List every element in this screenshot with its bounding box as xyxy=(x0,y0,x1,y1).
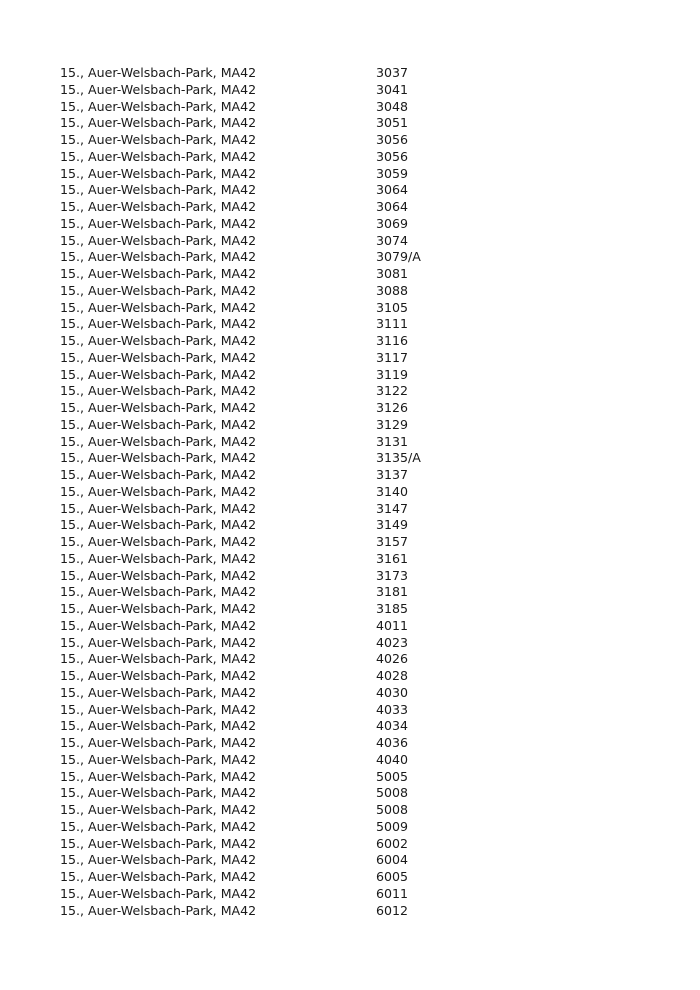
item-number: 4028 xyxy=(376,668,409,683)
item-number: 3147 xyxy=(376,500,409,516)
location-text: 15., Auer-Welsbach-Park, MA42 xyxy=(60,567,257,583)
item-number: 4011 xyxy=(376,617,409,633)
location-text: 15., Auer-Welsbach-Park, MA42 xyxy=(60,81,257,97)
item-number: 5009 xyxy=(376,818,409,834)
location-text: 15., Auer-Welsbach-Park, MA42 xyxy=(60,316,257,332)
list-item xyxy=(60,702,480,719)
list-item xyxy=(60,99,480,116)
location-text: 15., Auer-Welsbach-Park, MA42 xyxy=(60,802,257,817)
list-item xyxy=(60,367,480,384)
item-number: 6002 xyxy=(376,835,409,851)
item-number: 3074 xyxy=(376,232,409,248)
location-text: 15., Auer-Welsbach-Park, MA42 xyxy=(60,215,257,231)
list-item xyxy=(60,484,480,501)
item-number: 3161 xyxy=(376,550,409,566)
location-text: 15., Auer-Welsbach-Park, MA42 xyxy=(60,768,257,784)
item-number: 3088 xyxy=(376,282,409,298)
location-text: 15., Auer-Welsbach-Park, MA42 xyxy=(60,416,257,432)
list-item xyxy=(60,283,480,300)
item-number: 3037 xyxy=(376,65,409,80)
item-number: 3056 xyxy=(376,132,409,147)
item-number: 3051 xyxy=(376,115,409,131)
item-number: 4023 xyxy=(376,634,409,650)
item-number: 3111 xyxy=(376,316,409,332)
location-text: 15., Auer-Welsbach-Park, MA42 xyxy=(60,818,257,834)
location-text: 15., Auer-Welsbach-Park, MA42 xyxy=(60,718,257,734)
item-number: 3041 xyxy=(376,81,409,97)
item-number: 3064 xyxy=(376,182,409,198)
item-number: 4036 xyxy=(376,735,409,750)
location-text: 15., Auer-Welsbach-Park, MA42 xyxy=(60,852,257,868)
item-number: 3131 xyxy=(376,433,409,449)
list-item xyxy=(60,316,480,333)
item-number: 3064 xyxy=(376,199,409,214)
location-text: 15., Auer-Welsbach-Park, MA42 xyxy=(60,785,257,801)
list-item xyxy=(60,182,480,199)
list-item xyxy=(60,802,480,819)
location-text: 15., Auer-Welsbach-Park, MA42 xyxy=(60,98,257,114)
item-number: 3069 xyxy=(376,215,409,231)
item-number: 6011 xyxy=(376,885,409,901)
location-text: 15., Auer-Welsbach-Park, MA42 xyxy=(60,634,257,650)
list-item xyxy=(60,886,480,903)
item-number: 3140 xyxy=(376,483,409,499)
list-item xyxy=(60,115,480,132)
item-number: 3173 xyxy=(376,567,409,583)
location-text: 15., Auer-Welsbach-Park, MA42 xyxy=(60,617,257,633)
location-text: 15., Auer-Welsbach-Park, MA42 xyxy=(60,550,257,566)
list-item xyxy=(60,166,480,183)
location-text: 15., Auer-Welsbach-Park, MA42 xyxy=(60,902,257,918)
location-text: 15., Auer-Welsbach-Park, MA42 xyxy=(60,366,257,382)
location-text: 15., Auer-Welsbach-Park, MA42 xyxy=(60,165,257,181)
list-item xyxy=(60,501,480,518)
list-item xyxy=(60,836,480,853)
item-number: 4026 xyxy=(376,651,409,667)
list-item xyxy=(60,752,480,769)
list-item xyxy=(60,417,480,434)
item-number: 3149 xyxy=(376,517,409,533)
location-text: 15., Auer-Welsbach-Park, MA42 xyxy=(60,299,257,315)
list-item xyxy=(60,132,480,149)
list-item xyxy=(60,300,480,317)
list-item xyxy=(60,819,480,836)
list-item xyxy=(60,517,480,534)
location-text: 15., Auer-Welsbach-Park, MA42 xyxy=(60,282,257,298)
item-number: 3185 xyxy=(376,601,409,616)
item-number: 5008 xyxy=(376,785,409,801)
item-number: 3181 xyxy=(376,584,409,600)
item-number: 4034 xyxy=(376,718,409,734)
item-number: 6012 xyxy=(376,902,409,918)
list-item xyxy=(60,635,480,652)
location-text: 15., Auer-Welsbach-Park, MA42 xyxy=(60,500,257,516)
location-text: 15., Auer-Welsbach-Park, MA42 xyxy=(60,869,257,884)
list-item xyxy=(60,383,480,400)
item-number: 3157 xyxy=(376,534,409,549)
location-text: 15., Auer-Welsbach-Park, MA42 xyxy=(60,349,257,365)
list-item xyxy=(60,534,480,551)
list-item xyxy=(60,618,480,635)
list-item xyxy=(60,769,480,786)
tree-list xyxy=(60,65,480,919)
list-item xyxy=(60,199,480,216)
location-text: 15., Auer-Welsbach-Park, MA42 xyxy=(60,668,257,683)
item-number: 4040 xyxy=(376,751,409,767)
location-text: 15., Auer-Welsbach-Park, MA42 xyxy=(60,115,257,131)
item-number: 4030 xyxy=(376,684,409,700)
location-text: 15., Auer-Welsbach-Park, MA42 xyxy=(60,249,257,265)
list-item xyxy=(60,450,480,467)
list-item xyxy=(60,65,480,82)
location-text: 15., Auer-Welsbach-Park, MA42 xyxy=(60,65,257,80)
location-text: 15., Auer-Welsbach-Park, MA42 xyxy=(60,333,257,348)
list-item xyxy=(60,82,480,99)
location-text: 15., Auer-Welsbach-Park, MA42 xyxy=(60,132,257,147)
item-number: 3126 xyxy=(376,400,409,415)
list-item xyxy=(60,249,480,266)
location-text: 15., Auer-Welsbach-Park, MA42 xyxy=(60,450,257,466)
list-item xyxy=(60,467,480,484)
location-text: 15., Auer-Welsbach-Park, MA42 xyxy=(60,383,257,399)
location-text: 15., Auer-Welsbach-Park, MA42 xyxy=(60,751,257,767)
list-item xyxy=(60,551,480,568)
location-text: 15., Auer-Welsbach-Park, MA42 xyxy=(60,517,257,533)
list-item xyxy=(60,735,480,752)
location-text: 15., Auer-Welsbach-Park, MA42 xyxy=(60,483,257,499)
list-item xyxy=(60,718,480,735)
item-number: 3116 xyxy=(376,333,409,348)
list-item xyxy=(60,903,480,920)
item-number: 3137 xyxy=(376,467,409,482)
list-item xyxy=(60,149,480,166)
list-item xyxy=(60,601,480,618)
location-text: 15., Auer-Welsbach-Park, MA42 xyxy=(60,651,257,667)
location-text: 15., Auer-Welsbach-Park, MA42 xyxy=(60,199,257,214)
item-number: 3119 xyxy=(376,366,409,382)
item-number: 4033 xyxy=(376,701,409,717)
item-number: 6004 xyxy=(376,852,409,868)
list-item xyxy=(60,685,480,702)
item-number: 5008 xyxy=(376,802,409,817)
list-item xyxy=(60,584,480,601)
item-number: 3122 xyxy=(376,383,409,399)
location-text: 15., Auer-Welsbach-Park, MA42 xyxy=(60,835,257,851)
item-number: 3059 xyxy=(376,165,409,181)
location-text: 15., Auer-Welsbach-Park, MA42 xyxy=(60,601,257,616)
item-number: 3105 xyxy=(376,299,409,315)
location-text: 15., Auer-Welsbach-Park, MA42 xyxy=(60,182,257,198)
list-item xyxy=(60,333,480,350)
item-number: 6005 xyxy=(376,869,409,884)
item-number: 3079/A xyxy=(376,249,421,265)
location-text: 15., Auer-Welsbach-Park, MA42 xyxy=(60,534,257,549)
list-item xyxy=(60,266,480,283)
location-text: 15., Auer-Welsbach-Park, MA42 xyxy=(60,232,257,248)
list-item xyxy=(60,785,480,802)
list-item xyxy=(60,233,480,250)
location-text: 15., Auer-Welsbach-Park, MA42 xyxy=(60,701,257,717)
list-item xyxy=(60,651,480,668)
item-number: 5005 xyxy=(376,768,409,784)
list-item xyxy=(60,350,480,367)
list-item xyxy=(60,852,480,869)
location-text: 15., Auer-Welsbach-Park, MA42 xyxy=(60,467,257,482)
location-text: 15., Auer-Welsbach-Park, MA42 xyxy=(60,885,257,901)
list-item xyxy=(60,869,480,886)
location-text: 15., Auer-Welsbach-Park, MA42 xyxy=(60,266,257,281)
location-text: 15., Auer-Welsbach-Park, MA42 xyxy=(60,148,257,164)
list-item xyxy=(60,400,480,417)
location-text: 15., Auer-Welsbach-Park, MA42 xyxy=(60,735,257,750)
item-number: 3135/A xyxy=(376,450,421,466)
list-item xyxy=(60,568,480,585)
list-item xyxy=(60,216,480,233)
list-item xyxy=(60,668,480,685)
location-text: 15., Auer-Welsbach-Park, MA42 xyxy=(60,684,257,700)
item-number: 3129 xyxy=(376,416,409,432)
item-number: 3056 xyxy=(376,148,409,164)
item-number: 3117 xyxy=(376,349,409,365)
item-number: 3081 xyxy=(376,266,409,281)
list-item xyxy=(60,434,480,451)
location-text: 15., Auer-Welsbach-Park, MA42 xyxy=(60,433,257,449)
location-text: 15., Auer-Welsbach-Park, MA42 xyxy=(60,400,257,415)
item-number: 3048 xyxy=(376,98,409,114)
location-text: 15., Auer-Welsbach-Park, MA42 xyxy=(60,584,257,600)
